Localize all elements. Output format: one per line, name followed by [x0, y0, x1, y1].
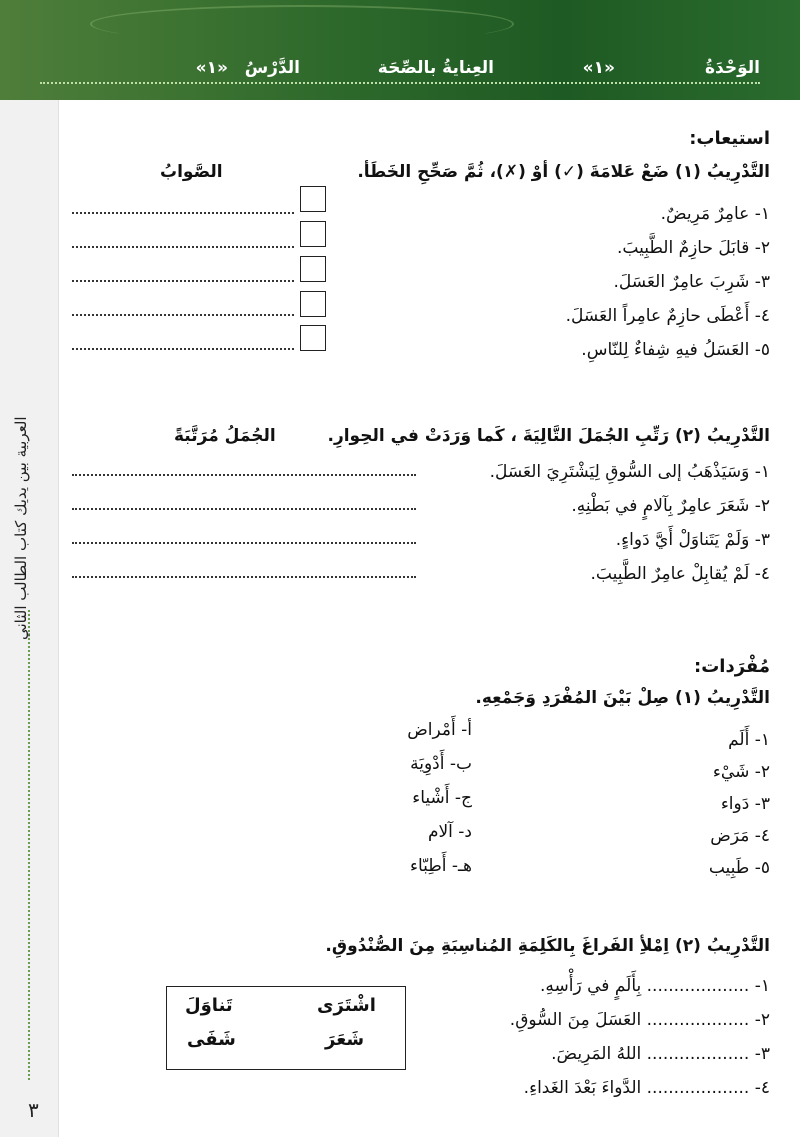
comprehension-heading: استيعاب:: [689, 128, 770, 149]
order-item-4: ٤- لَمْ يُقابِلْ عامِرٌ الطَّبِيبَ.: [590, 564, 770, 584]
unit-number: «١»: [582, 58, 615, 78]
word-box-word-4: شَفَى: [187, 1029, 236, 1050]
plural-item-e: هـ- أَطِبّاء: [409, 856, 472, 876]
lesson-label: الدَّرْسُ: [244, 58, 300, 78]
tf-checkbox-5[interactable]: [300, 325, 326, 351]
answer-column-header: الصَّوابُ: [160, 162, 223, 182]
tf-item-3: ٣- شَرِبَ عامِرٌ العَسَلَ.: [613, 272, 770, 292]
ordered-sentences-header: الجُمَلُ مُرَتَّبَةً: [174, 426, 276, 446]
correction-line-1[interactable]: [72, 212, 294, 214]
lesson-number: «١»: [195, 58, 228, 78]
vocab-exercise2-instruction: التَّدْرِيبُ (٢) اِمْلأِ الفَراغَ بِالكَلِمَةِ المُناسِبَةِ مِنَ الصُّنْدُوقِ.: [325, 936, 770, 956]
fill-sentence-1: ١- ................... بِأَلَمٍ في رَأْسِهِ.: [540, 976, 770, 996]
vocab-exercise1-instruction: التَّدْرِيبُ (١) صِلْ بَيْنَ المُفْرَدِ وَجَمْعِهِ.: [475, 688, 770, 708]
order-item-1: ١- وَسَيَذْهَبُ إلى السُّوقِ لِيَشْتَرِيَ العَسَلَ.: [489, 462, 770, 482]
tf-checkbox-4[interactable]: [300, 291, 326, 317]
tf-item-5: ٥- العَسَلُ فيهِ شِفاءٌ لِلنّاسِ.: [581, 340, 770, 360]
plural-item-d: د- آلام: [427, 822, 472, 842]
exercise2-instruction: التَّدْرِيبُ (٢) رَتِّبِ الجُمَلَ التَّالِيَةَ ، كَما وَرَدَتْ في الحِوارِ.: [327, 426, 770, 446]
word-box-word-3: شَعَرَ: [325, 1029, 365, 1050]
ordered-line-3[interactable]: [72, 542, 416, 544]
fill-sentence-4: ٤- ................... الدَّواءَ بَعْدَ الغَداءِ.: [523, 1078, 770, 1098]
decorative-swirl: [90, 5, 514, 43]
vocabulary-heading: مُفْرَدات:: [694, 656, 770, 677]
sidebar-dotted-rule: [28, 610, 30, 1080]
header-dotted-rule: [40, 82, 760, 84]
tf-checkbox-1[interactable]: [300, 186, 326, 212]
tf-checkbox-3[interactable]: [300, 256, 326, 282]
plural-item-b: ب- أَدْوِيَة: [410, 754, 472, 774]
singular-item-3: ٣- دَواء: [720, 794, 770, 814]
singular-item-4: ٤- مَرَض: [710, 826, 770, 846]
ordered-line-4[interactable]: [72, 576, 416, 578]
tf-item-4: ٤- أَعْطَى حازِمٌ عامِراً العَسَلَ.: [565, 306, 770, 326]
exercise1-instruction: التَّدْرِيبُ (١) ضَعْ عَلامَةَ (✓) أوْ (✗)، ثُمَّ صَحِّحِ الخَطَأ.: [357, 162, 770, 182]
unit-label: الوَحْدَةُ: [705, 58, 760, 78]
book-title-spine: العربية بين يديك كتاب الطالب الثاني: [12, 416, 30, 640]
tf-checkbox-2[interactable]: [300, 221, 326, 247]
lesson-title: العِنايةُ بالصِّحَة: [377, 58, 494, 78]
order-item-3: ٣- وَلَمْ يَتَناوَلْ أَيَّ دَواءٍ.: [615, 530, 770, 550]
word-box-word-1: اشْتَرَى: [317, 995, 376, 1016]
correction-line-5[interactable]: [72, 348, 294, 350]
lesson-header-band: [0, 0, 800, 100]
correction-line-3[interactable]: [72, 280, 294, 282]
plural-item-a: أ- أَمْراض: [407, 720, 472, 740]
ordered-line-1[interactable]: [72, 474, 416, 476]
word-box: [166, 986, 406, 1070]
fill-sentence-2: ٢- ................... العَسَلَ مِنَ السُّوقِ.: [509, 1010, 770, 1030]
ordered-line-2[interactable]: [72, 508, 416, 510]
tf-item-1: ١- عامِرٌ مَرِيضٌ.: [660, 204, 770, 224]
singular-item-5: ٥- طَبِيب: [708, 858, 770, 878]
singular-item-2: ٢- شَيْء: [712, 762, 770, 782]
order-item-2: ٢- شَعَرَ عامِرٌ بِآلامٍ في بَطْنِهِ.: [571, 496, 770, 516]
singular-item-1: ١- أَلَم: [728, 730, 770, 750]
correction-line-2[interactable]: [72, 246, 294, 248]
tf-item-2: ٢- قابَلَ حازِمٌ الطَّبِيبَ.: [616, 238, 770, 258]
page-number: ٣: [28, 1098, 39, 1122]
fill-sentence-3: ٣- ................... اللهُ المَرِيضَ.: [551, 1044, 770, 1064]
correction-line-4[interactable]: [72, 314, 294, 316]
word-box-word-2: تَناوَلَ: [185, 995, 233, 1016]
plural-item-c: ج- أَشْياء: [412, 788, 472, 808]
